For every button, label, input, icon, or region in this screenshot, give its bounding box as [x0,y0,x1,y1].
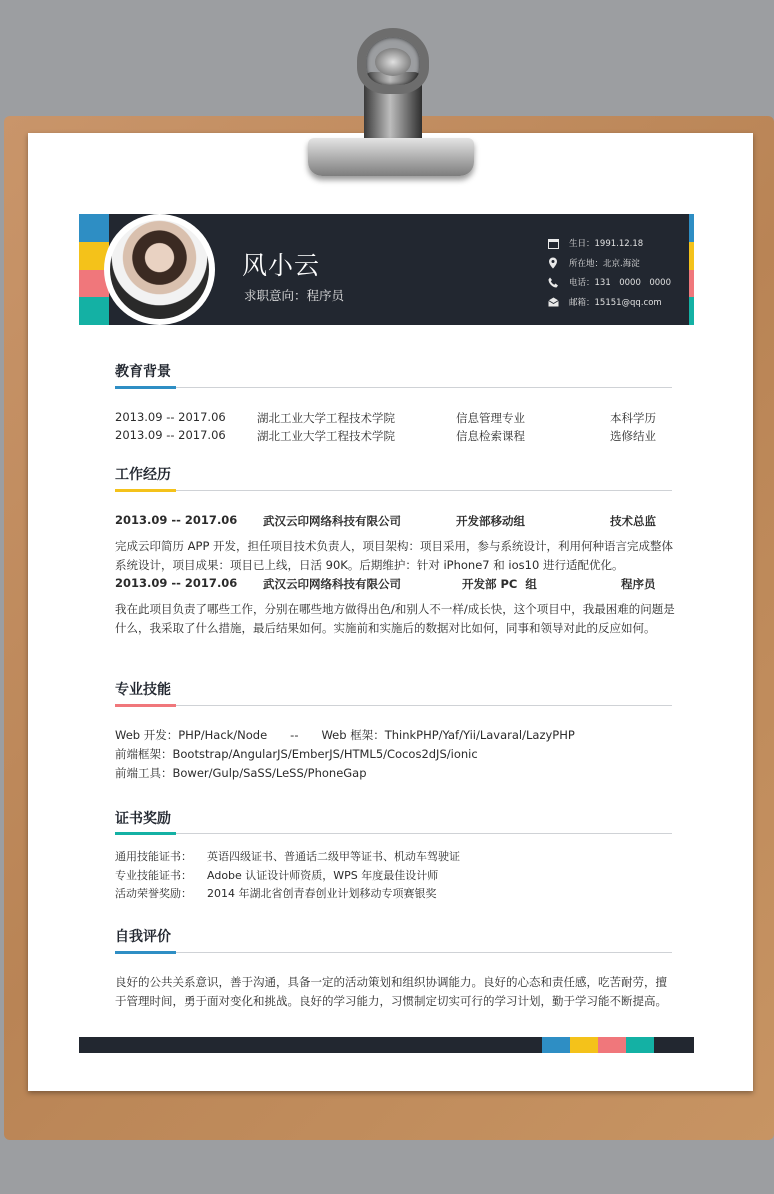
header-right-stripe-teal [689,297,694,325]
job-role: 技术总监 [610,514,656,528]
skill-line: Web 开发：PHP/Hack/Node -- Web 框架：ThinkPHP/Yaf/Yii/Lavaral/LazyPHP [115,728,575,742]
job-company: 武汉云印网络科技有限公司 [263,514,401,528]
job-period: 2013.09 -- 2017.06 [115,513,238,527]
skill-line: 前端工具：Bower/Gulp/SaSS/LeSS/PhoneGap [115,766,367,780]
edu-degree: 本科学历 [610,411,656,425]
edu-period: 2013.09 -- 2017.06 [115,410,226,424]
section-divider [115,833,672,834]
edu-major: 信息管理专业 [456,411,525,425]
section-accent-blue [115,951,176,954]
job-department: 开发部移动组 [456,514,525,528]
job-company: 武汉云印网络科技有限公司 [263,577,401,591]
job-intent: 求职意向：程序员 [244,288,345,303]
cert-value: 英语四级证书、普通话二级甲等证书、机动车驾驶证 [207,850,460,863]
header-right-stripe-blue [689,214,694,242]
job-role: 程序员 [621,577,656,591]
header-stripe-teal [79,297,109,325]
section-title-skills: 专业技能 [115,682,171,698]
contact-birthday-text: 生日：1991.12.18 [569,239,644,249]
phone-icon [547,276,559,288]
section-divider [115,952,672,953]
candidate-name: 风小云 [242,251,321,280]
edu-major: 信息检索课程 [456,429,525,443]
footer-block-blue [542,1037,570,1053]
mail-icon [547,296,559,308]
contact-birthday [547,237,643,249]
cert-value: Adobe 认证设计师资质，WPS 年度最佳设计师 [207,869,439,882]
contact-email-text: 邮箱：15151@qq.com [569,298,662,308]
cert-label: 专业技能证书： [115,869,192,882]
edu-period: 2013.09 -- 2017.06 [115,428,226,442]
section-divider [115,490,672,491]
contact-location [547,257,640,269]
header-right-stripe-yellow [689,242,694,270]
skill-line: 前端框架：Bootstrap/AngularJS/EmberJS/HTML5/Cocos2dJS/ionic [115,747,478,761]
contact-phone [547,276,671,288]
edu-school: 湖北工业大学工程技术学院 [257,411,395,425]
contact-email [547,296,662,308]
job-department: 开发部 PC 组 [462,577,537,591]
section-divider [115,387,672,388]
cert-label: 活动荣誉奖励： [115,887,192,900]
binder-clip-rivet [375,48,411,76]
self-evaluation-text: 良好的公共关系意识，善于沟通，具备一定的活动策划和组织协调能力。良好的心态和责任感，吃苦耐劳，擅于管理时间，勇于面对变化和挑战。良好的学习能力，习惯制定切实可行的学习计划，勤于学习能不断提高。 [115,975,667,1008]
footer-block-teal [626,1037,654,1053]
location-icon [547,257,559,269]
contact-location-text: 所在地：北京.海淀 [569,259,640,269]
job-description: 完成云印简历 APP 开发，担任项目技术负责人，项目架构：项目采用，参与系统设计，利用何种语言完成整体系统设计，项目成果：项目已上线，日活 90K。后期维护：针对 iPhone7 和 ios10 进行适配优化。 [115,539,674,572]
header-stripe-blue [79,214,109,242]
binder-clip-base [308,138,474,176]
contact-phone-text: 电话：131 0000 0000 [569,278,671,288]
section-accent-blue [115,386,176,389]
section-accent-teal [115,832,176,835]
section-title-education: 教育背景 [115,364,171,380]
edu-degree: 选修结业 [610,429,656,443]
job-description: 我在此项目负责了哪些工作，分别在哪些地方做得出色/和别人不一样/成长快，这个项目中，我最困难的问题是什么，我采取了什么措施，最后结果如何。实施前和实施后的数据对比如何，同事和领导对此的反应如何。 [115,602,675,635]
cert-label: 通用技能证书： [115,850,192,863]
calendar-icon [547,237,559,249]
job-period: 2013.09 -- 2017.06 [115,576,238,590]
footer-block-yellow [570,1037,598,1053]
section-accent-yellow [115,489,176,492]
edu-school: 湖北工业大学工程技术学院 [257,429,395,443]
section-title-certificates: 证书奖励 [115,811,171,827]
section-title-work: 工作经历 [115,467,171,483]
header-right-stripe-pink [689,270,694,298]
footer-block-pink [598,1037,626,1053]
section-divider [115,705,672,706]
avatar [110,220,209,319]
section-accent-pink [115,704,176,707]
section-title-self-evaluation: 自我评价 [115,929,171,945]
cert-value: 2014 年湖北省创青春创业计划移动专项赛银奖 [207,887,437,900]
